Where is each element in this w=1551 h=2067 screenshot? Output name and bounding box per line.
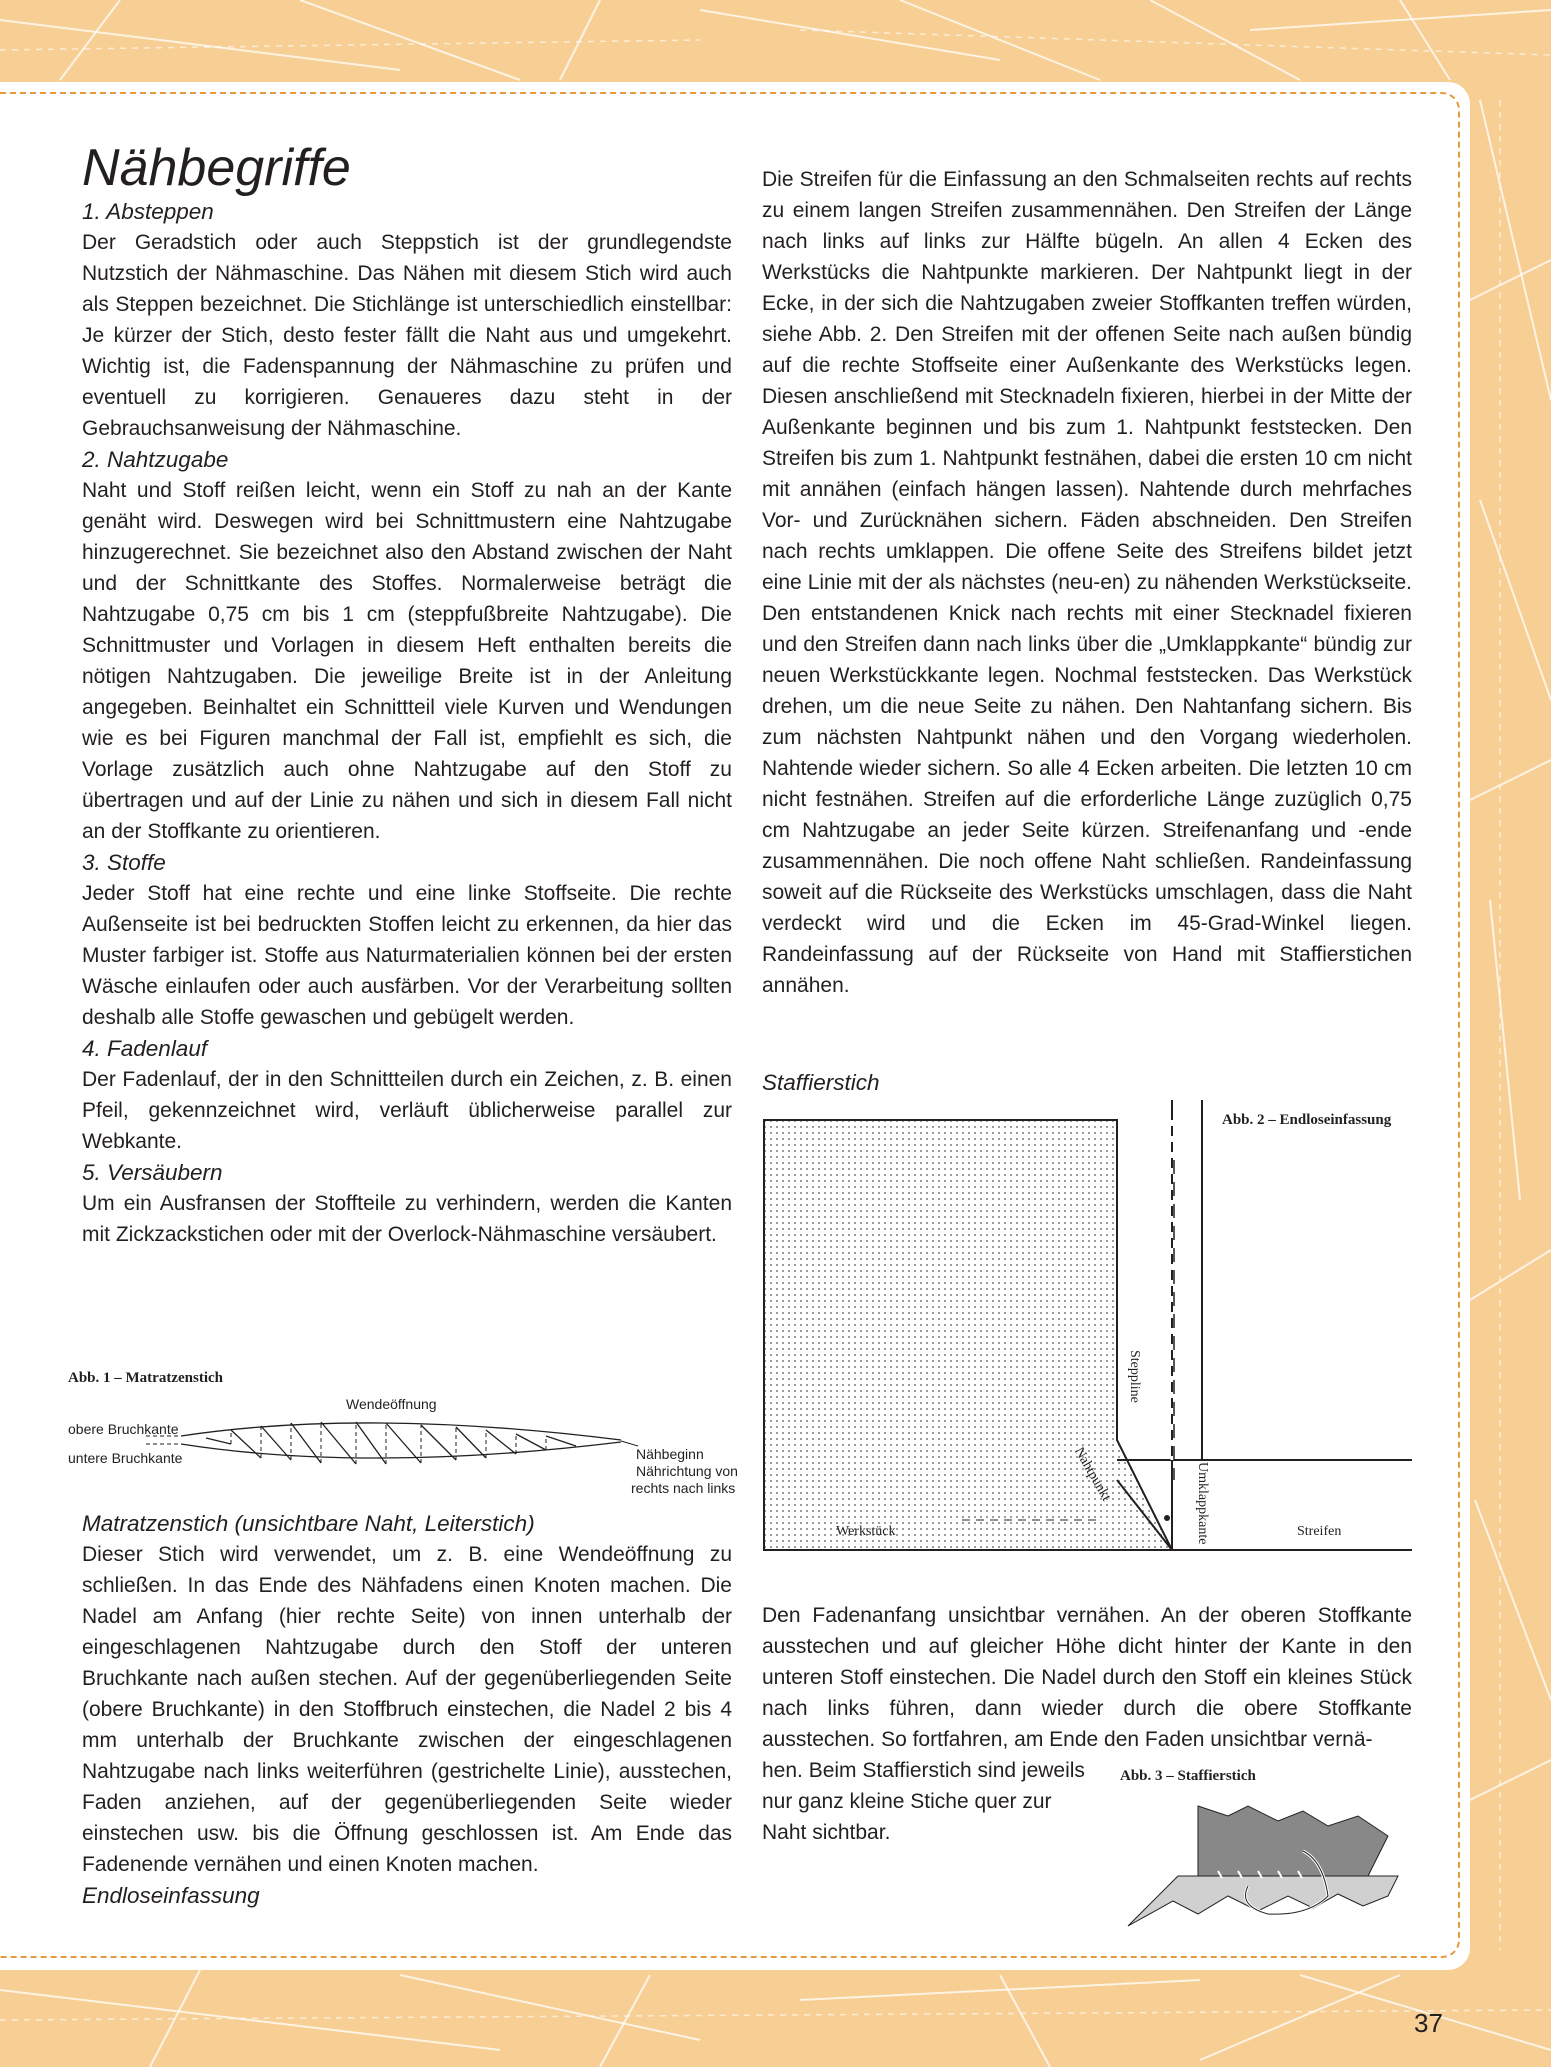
figure-matratzenstich [66, 1368, 746, 1503]
right-column [762, 164, 1412, 1001]
section-heading-endloseinfassung: Endloseinfassung [82, 1883, 260, 1908]
left-column [82, 196, 732, 1250]
section-text: Dieser Stich wird verwendet, um z. B. eine Wendeöffnung zu schließen. In das Ende des Nähfadens einen Knoten machen. Die Nadel am Anfang (hier rechte Seite) von innen unterhalb der eingeschlagenen Nahtzugabe durch den Stoff der unteren Bruchkante nach außen stechen. Auf der gegenüberliegenden Seite (obere Bruchkante) in den Stoffbruch einstechen, die Nadel 2 bis 4 mm unterhalb der Bruchkante zwischen der eingeschlagenen Nahtzugabe nach links weiterführen (gestrichelte Linie), ausstechen, Faden anziehen, auf der gegenüberliegenden Seite wieder einstechen usw. bis die Öffnung geschlossen ist. Am Ende das Fadenende vernähen und einen Knoten machen. [82, 1543, 732, 1876]
mattress-stitch-drawing [66, 1368, 746, 1503]
section-heading: 3. Stoffe [82, 850, 166, 875]
section-heading: 2. Nahtzugabe [82, 447, 229, 472]
section-heading: 4. Fadenlauf [82, 1036, 208, 1061]
figure-title: Abb. 2 – Endloseinfassung [1222, 1112, 1392, 1128]
endloseinfassung-drawing [762, 1100, 1412, 1560]
label-umklappkante: Umklappkante [1195, 1462, 1210, 1545]
section-fadenlauf [82, 1033, 732, 1157]
section-text: Jeder Stoff hat eine rechte und eine linke Stoffseite. Die rechte Außenseite ist bei bedruckten Stoffen leicht zu erkennen, da hier das Muster farbiger ist. Stoffe aus Naturmaterialien können bei der ersten Wäsche einlaufen oder auch ausfärben. Vor der Verarbeitung sollten deshalb alle Stoffe gewaschen und gebügelt werden. [82, 882, 732, 1029]
label-wendeoeffnung: Wendeöffnung [346, 1396, 437, 1412]
fadenanfang-text: Den Fadenanfang unsichtbar vernähen. An der oberen Stoffkante ausstechen und auf gleicher Höhe dicht hinter der Kante in den unteren Stoff einstechen. Die Nadel durch den Stoff ein kleines Stück nach links führen, dann wieder durch die obere Stoffkante ausstechen. So fortfahren, am Ende den Faden unsichtbar vernä- [762, 1604, 1412, 1751]
figure-title: Abb. 1 – Matratzenstich [68, 1370, 223, 1386]
section-absteppen [82, 196, 732, 444]
label-untere-bruchkante: untere Bruchkante [68, 1450, 183, 1466]
section-text: Der Fadenlauf, der in den Schnittteilen durch ein Zeichen, z. B. einen Pfeil, gekennzeichnet wird, verläuft üblicherweise parallel zur Webkante. [82, 1068, 732, 1153]
section-heading: 1. Absteppen [82, 199, 214, 224]
fadenanfang-tail-block [762, 1755, 1092, 1848]
section-text: Um ein Ausfransen der Stoffteile zu verhindern, werden die Kanten mit Zickzackstichen oder mit der Overlock-Nähmaschine versäubert. [82, 1192, 732, 1246]
label-obere-bruchkante: obere Bruchkante [68, 1421, 179, 1437]
section-heading: 5. Versäubern [82, 1160, 223, 1185]
label-naehrichtung-2: rechts nach links [631, 1480, 736, 1496]
section-heading: Matratzenstich (unsichtbare Naht, Leiterstich) [82, 1511, 535, 1536]
mattress-stitch-section [82, 1508, 732, 1911]
fadenanfang-tail-text: hen. Beim Staffierstich sind jeweils nur ganz kleine Stiche quer zur Naht sichtbar. [762, 1759, 1085, 1844]
figure-endloseinfassung [762, 1100, 1412, 1560]
page-number: 37 [1414, 2008, 1443, 2038]
section-nahtzugabe [82, 444, 732, 847]
section-text: Der Geradstich oder auch Steppstich ist der grundlegendste Nutzstich der Nähmaschine. Das Nähen mit diesem Stich wird auch als Steppen bezeichnet. Die Stichlänge ist unterschiedlich einstellbar: Je kürzer der Stich, desto fester fällt die Naht aus und umgekehrt. Wichtig ist, die Fadenspannung der Nähmaschine zu prüfen und eventuell zu korrigieren. Genaueres dazu steht in der Gebrauchsanweisung der Nähmaschine. [82, 231, 732, 440]
label-steppline: Steppline [1127, 1350, 1142, 1403]
label-naehrichtung-1: Nährichtung von [636, 1463, 738, 1479]
figure-title: Abb. 3 – Staffierstich [1120, 1768, 1256, 1784]
section-stoffe [82, 847, 732, 1033]
figure-staffierstich [1118, 1766, 1418, 1936]
fadenanfang-text-block [762, 1600, 1412, 1755]
label-naehbeginn: Nähbeginn [636, 1446, 704, 1462]
label-streifen: Streifen [1297, 1524, 1342, 1539]
staffierstich-caption: Staffierstich [762, 1070, 880, 1095]
section-versaeubern [82, 1157, 732, 1250]
page-title: Nähbegriffe [82, 139, 351, 197]
label-nahtpunkt: Nahtpunkt [1071, 1445, 1114, 1504]
endloseinfassung-text: Die Streifen für die Einfassung an den Schmalseiten rechts auf rechts zu einem langen Streifen zusammennähen. Den Streifen der Länge nach links auf links zur Hälfte bügeln. An allen 4 Ecken des Werkstücks die Nahtpunkte markieren. Der Nahtpunkt liegt in der Ecke, in der sich die Nahtzugaben zweier Stoffkanten treffen würden, siehe Abb. 2. Den Streifen mit der offenen Seite nach außen bündig auf die rechte Stoffseite einer Außenkante des Werkstücks legen. Diesen anschließend mit Stecknadeln fixieren, hierbei in der Mitte der Außenkante beginnen und bis zum 1. Nahtpunkt feststecken. Den Streifen bis zum 1. Nahtpunkt festnähen, dabei die ersten 10 cm nicht mit annähen (einfach hängen lassen). Nahtende durch mehrfaches Vor- und Zurücknähen sichern. Fäden abschneiden. Den Streifen nach rechts umklappen. Die offene Seite des Streifens bildet jetzt eine Linie mit der als nächstes (neu-en) zu nähenden Werkstückseite. Den entstandenen Knick nach rechts mit einer Stecknadel fixieren und den Streifen dann nach links über die „Umklappkante“ bündig zur neuen Werkstückkante legen. Nochmal feststecken. Das Werkstück drehen, um die neue Seite zu nähen. Den Nahtanfang sichern. Bis zum nächsten Nahtpunkt nähen und den Vorgang wiederholen. Nahtende wieder sichern. So alle 4 Ecken arbeiten. Die letzten 10 cm nicht festnähen. Streifen auf die erforderliche Länge zuzüglich 0,75 cm Nahtzugabe an jeder Seite kürzen. Streifenanfang und -ende zusammennähen. Die noch offene Naht schließen. Randeinfassung soweit auf die Rückseite des Werkstücks umschlagen, dass die Naht verdeckt wird und die Ecken im 45-Grad-Winkel liegen. Randeinfassung auf der Rückseite von Hand mit Staffierstichen annähen. [762, 168, 1412, 997]
label-werkstueck: Werkstück [836, 1524, 896, 1539]
staffierstich-drawing [1118, 1766, 1418, 1936]
section-text: Naht und Stoff reißen leicht, wenn ein Stoff zu nah an der Kante genäht wird. Deswegen wird bei Schnittmustern eine Nahtzugabe hinzugerechnet. Sie bezeichnet also den Abstand zwischen der Naht und der Schnittkante des Stoffes. Normalerweise beträgt die Nahtzugabe 0,75 cm bis 1 cm (steppfußbreite Nahtzugabe). Die Schnittmuster und Vorlagen in diesem Heft enthalten bereits die nötigen Nahtzugaben. Die jeweilige Breite ist in der Anleitung angegeben. Beinhaltet ein Schnittteil viele Kurven und Wendungen wie es bei Figuren manchmal der Fall ist, empfiehlt es sich, die Vorlage zusätzlich auch ohne Nahtzugabe auf den Stoff zu übertragen und auf der Linie zu nähen und sich in diesem Fall nicht an der Stoffkante zu orientieren. [82, 479, 732, 843]
